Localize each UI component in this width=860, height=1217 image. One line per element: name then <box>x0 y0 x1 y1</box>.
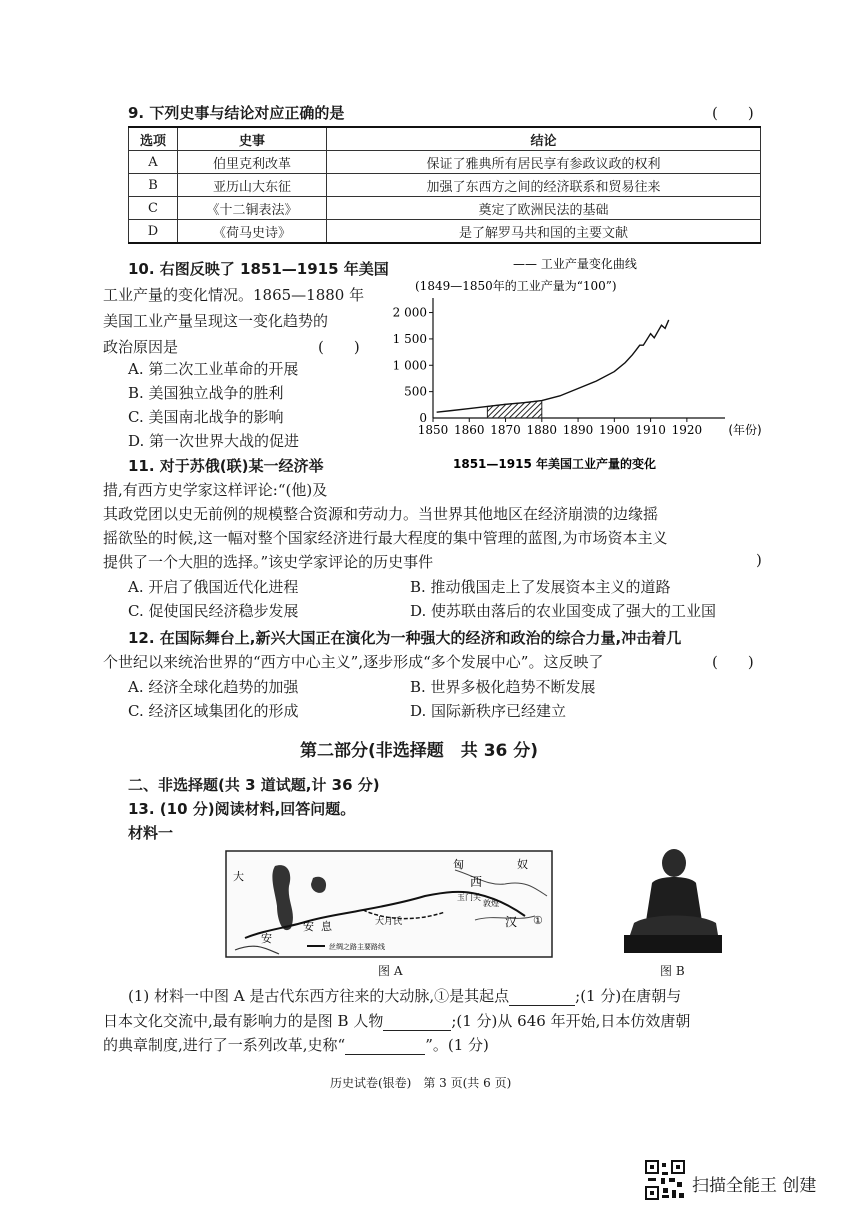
q11-answer-paren: ) <box>756 551 762 569</box>
table-cell: C <box>129 197 178 220</box>
part2-section-heading: 二、非选择题(共 3 道试题,计 36 分) <box>128 776 380 794</box>
q11-line3: 其政党团以史无前例的规模整合资源和劳动力。当世界其他地区在经济崩溃的边缘摇 <box>103 505 659 523</box>
q10-option-a: A. 第二次工业革命的开展 <box>128 360 299 378</box>
table-row <box>129 174 761 197</box>
table-header-row <box>129 127 761 151</box>
q12-option-c: C. 经济区域集团化的形成 <box>128 702 299 720</box>
q11-line2: 措,有西方史学家这样评论:“(他)及 <box>103 481 328 499</box>
q12-answer-paren: ( ) <box>712 653 754 671</box>
q13-sub1-line2: 日本文化交流中,最有影响力的是图 B 人物 ;(1 分)从 646 年开始,日本仿效唐朝 <box>103 1012 691 1030</box>
q11-option-d: D. 使苏联由落后的农业国变成了强大的工业国 <box>410 602 717 620</box>
silk-road-map <box>225 850 553 958</box>
q10-line4: 政治原因是 <box>103 338 179 356</box>
table-header: 选项 <box>129 127 178 151</box>
q10-line2: 工业产量的变化情况。1865—1880 年 <box>103 286 365 304</box>
y-tick-label: 500 <box>404 384 427 399</box>
table-cell: A <box>129 151 178 174</box>
statue-body <box>646 877 702 921</box>
statue-base <box>624 935 722 953</box>
x-tick-label: 1910 <box>635 423 666 437</box>
figure-b-caption: 图 B <box>660 964 685 978</box>
q11-line4: 摇欲坠的时候,这一幅对整个国家经济进行最大程度的集中管理的蓝图,为市场资本主义 <box>103 529 668 547</box>
q12-option-b: B. 世界多极化趋势不断发展 <box>410 678 596 696</box>
table-header: 结论 <box>327 127 761 151</box>
q9-stem: 9. 下列史事与结论对应正确的是 <box>128 104 345 122</box>
map-label: 安 <box>261 932 272 945</box>
q10-line3: 美国工业产量呈现这一变化趋势的 <box>103 312 329 330</box>
table-header: 史事 <box>178 127 327 151</box>
q12-option-a: A. 经济全球化趋势的加强 <box>128 678 299 696</box>
x-tick-label: 1900 <box>599 423 630 437</box>
q13-sub1-line3: 的典章制度,进行了一系列改革,史称“ ”。(1 分) <box>103 1036 489 1054</box>
chart-axes <box>393 298 762 437</box>
part2-title: 第二部分(非选择题 共 36 分) <box>300 741 539 761</box>
q13-stem: 13. (10 分)阅读材料,回答问题。 <box>128 800 356 818</box>
map-label: 大月氏 <box>375 917 403 927</box>
chart-caption: 1851—1915 年美国工业产量的变化 <box>453 457 656 471</box>
x-axis-unit: (年份) <box>728 423 762 437</box>
map-label: 西 <box>470 875 483 889</box>
answer-blank[interactable] <box>383 1012 451 1031</box>
q13-sub1-line1: (1) 材料一中图 A 是古代东西方往来的大动脉,①是其起点 ;(1 分)在唐朝与 <box>128 987 682 1005</box>
q9-answer-paren: ( ) <box>712 104 754 122</box>
q9-table <box>128 126 761 244</box>
table-cell: 是了解罗马共和国的主要文献 <box>327 220 761 244</box>
map-label: 汉 <box>505 915 518 929</box>
material-one-label: 材料一 <box>128 824 174 842</box>
map-label: 安 <box>303 920 314 933</box>
q10-line1: 10. 右图反映了 1851—1915 年美国 <box>128 260 389 278</box>
q11-option-c: C. 促使国民经济稳步发展 <box>128 602 299 620</box>
table-cell: 《十二铜表法》 <box>178 197 327 220</box>
answer-blank[interactable] <box>345 1036 425 1055</box>
table-cell: 加强了东西方之间的经济联系和贸易往来 <box>327 174 761 197</box>
figure-a-caption: 图 A <box>378 964 403 978</box>
chart-legend: —— 工业产量变化曲线 <box>513 257 637 271</box>
x-tick-label: 1890 <box>562 423 594 437</box>
scanner-watermark-text: 扫描全能王 创建 <box>692 1176 817 1196</box>
table-row <box>129 197 761 220</box>
series-line-industrial-output <box>437 320 669 412</box>
x-tick-label: 1860 <box>453 423 485 437</box>
q11-line5: 提供了一个大胆的选择。”该史学家评论的历史事件 <box>103 553 434 571</box>
q11-option-a: A. 开启了俄国近代化进程 <box>128 578 299 596</box>
map-label: ① <box>533 914 543 927</box>
table-cell: 亚历山大东征 <box>178 174 327 197</box>
y-tick-label: 1 000 <box>392 358 427 373</box>
q12-line2: 个世纪以来统治世界的“西方中心主义”,逐步形成“多个发展中心”。这反映了 <box>103 653 604 671</box>
q11-option-b: B. 推动俄国走上了发展资本主义的道路 <box>410 578 671 596</box>
map-label: 敦煌 <box>483 899 499 908</box>
table-cell: 保证了雅典所有居民享有参政议政的权利 <box>327 151 761 174</box>
table-row <box>129 220 761 244</box>
seated-monk-statue-image <box>620 843 724 955</box>
table-cell: 奠定了欧洲民法的基础 <box>327 197 761 220</box>
q11-line1: 11. 对于苏俄(联)某一经济举 <box>128 457 324 475</box>
map-label: 奴 <box>517 858 528 871</box>
table-cell: 《荷马史诗》 <box>178 220 327 244</box>
map-label: 息 <box>321 920 332 933</box>
map-label: 玉门关 <box>457 893 481 902</box>
y-tick-label: 2 000 <box>392 305 427 320</box>
q12-option-d: D. 国际新秩序已经建立 <box>410 702 567 720</box>
q10-option-b: B. 美国独立战争的胜利 <box>128 384 284 402</box>
q12-line1: 12. 在国际舞台上,新兴大国正在演化为一种强大的经济和政治的综合力量,冲击着几 <box>128 629 682 647</box>
chart-note: (1849—1850年的工业产量为“100”) <box>415 279 617 293</box>
statue-head <box>662 849 686 877</box>
qr-code-icon <box>645 1160 685 1200</box>
chart-marks <box>437 320 669 418</box>
x-tick-label: 1880 <box>526 423 558 437</box>
table-row <box>129 151 761 174</box>
y-tick-label: 1 500 <box>392 331 427 346</box>
x-tick-label: 1920 <box>671 423 703 437</box>
page-footer: 历史试卷(银卷) 第 3 页(共 6 页) <box>330 1076 512 1090</box>
map-label: 大 <box>233 870 244 883</box>
table-cell: B <box>129 174 178 197</box>
q10-option-d: D. 第一次世界大战的促进 <box>128 432 300 450</box>
q10-answer-paren: ( ) <box>318 338 360 356</box>
y-tick-label: 0 <box>419 411 427 425</box>
q10-option-c: C. 美国南北战争的影响 <box>128 408 284 426</box>
industrial-output-chart <box>392 250 775 475</box>
x-tick-label: 1850 <box>417 423 449 437</box>
table-cell: 伯里克利改革 <box>178 151 327 174</box>
map-legend-text: 丝绸之路主要路线 <box>329 943 385 951</box>
table-cell: D <box>129 220 178 244</box>
x-tick-label: 1870 <box>490 423 521 437</box>
answer-blank[interactable] <box>509 987 575 1006</box>
map-label: 匈 <box>453 858 464 871</box>
